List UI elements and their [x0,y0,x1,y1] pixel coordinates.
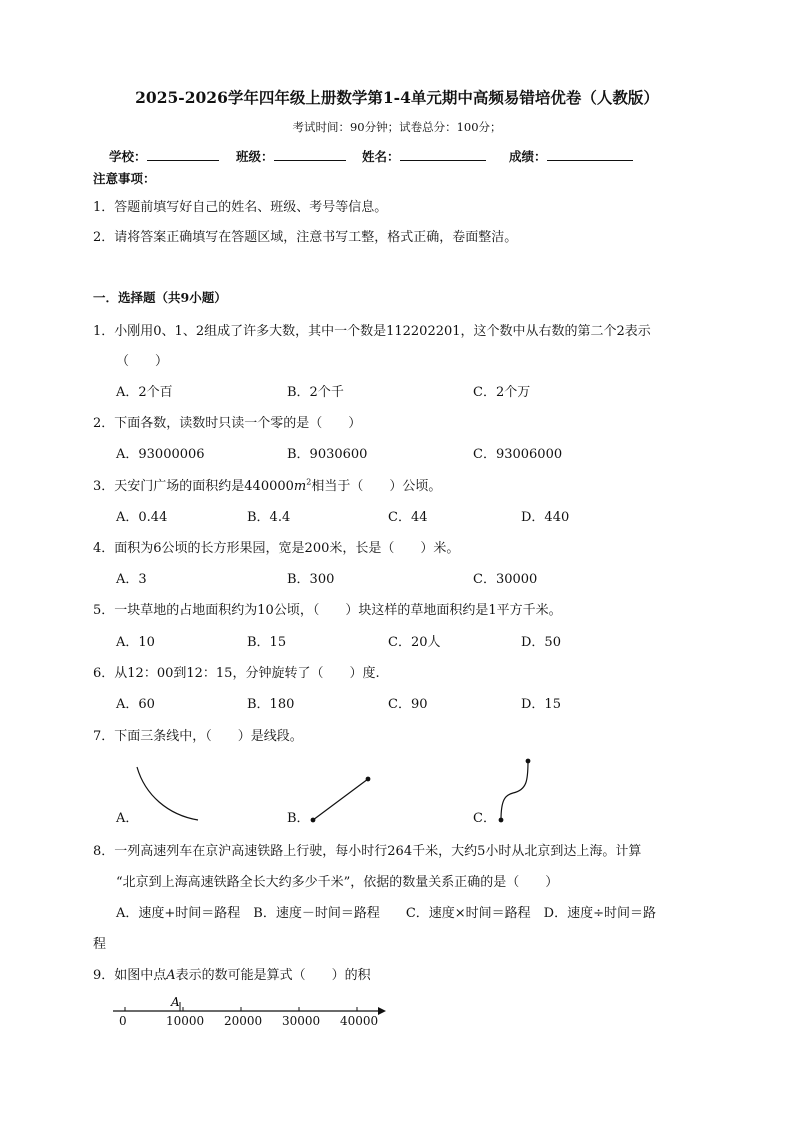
note-item: 1．答题前填写好自己的姓名、班级、考号等信息。 [93,200,388,215]
q4-option-c[interactable]: C．30000 [473,572,538,587]
q9-text-a: 9．如图中点 [93,968,167,983]
info-score-label: 成绩： [509,149,547,164]
question-7: 7．下面三条线中，（ ）是线段。 [93,729,303,744]
q7-option-b[interactable]: B． [287,811,310,826]
question-8-cont: “北京到上海高速铁路全长大约多少千米”，依据的数量关系正确的是（ ） [116,875,559,890]
info-class-label: 班级： [236,149,274,164]
axis-label-40000: 40000 [340,1014,379,1028]
axis-label-0: 0 [119,1014,127,1028]
q1-option-c[interactable]: C．2个万 [473,385,531,400]
q3-unit: m [293,479,307,494]
q5-option-c[interactable]: C．20人 [388,635,441,650]
question-1: 1．小刚用0、1、2组成了许多大数，其中一个数是112202201，这个数中从右数的第二个2表示 [93,324,651,339]
q5-option-b[interactable]: B．15 [247,635,287,650]
info-name-label: 姓名： [362,149,400,164]
q6-option-c[interactable]: C．90 [388,697,428,712]
q9-text-b: 表示的数可能是算式（ ）的积 [175,968,371,983]
notes-heading: 注意事项： [93,171,156,186]
q6-option-b[interactable]: B．180 [247,697,295,712]
q3-option-c[interactable]: C．44 [388,510,428,525]
q6-option-a[interactable]: A．60 [116,697,155,712]
q3-text-b: 相当于（ ）公顷。 [311,479,442,494]
question-5: 5．一块草地的占地面积约为10公顷，（ ）块这样的草地面积约是1平方千米。 [93,603,562,618]
q3-option-d[interactable]: D．440 [521,510,570,525]
question-8: 8．一列高速列车在京沪高速铁路上行驶，每小时行264千米，大约5小时从北京到达上海。计算 [93,844,642,859]
q7-option-c[interactable]: C． [473,811,496,826]
q6-option-d[interactable]: D．15 [521,697,561,712]
q8-options-wrap: 程 [93,937,107,952]
axis-label-10000: 10000 [166,1014,205,1028]
number-line-arrow [378,1007,386,1015]
q4-option-b[interactable]: B．300 [287,572,335,587]
exam-info: 考试时间：90分钟；试卷总分：100分； [292,120,502,134]
question-2: 2．下面各数，读数时只读一个零的是（ ） [93,416,362,431]
q4-option-a[interactable]: A．3 [116,572,147,587]
q2-option-b[interactable]: B．9030600 [287,447,368,462]
q3-option-b[interactable]: B．4.4 [247,510,291,525]
q8-options[interactable]: A．速度+时间＝路程 B．速度－时间＝路程 C．速度×时间＝路程 D．速度÷时间＝路 [116,906,656,921]
q5-option-a[interactable]: A．10 [116,635,155,650]
number-line-point-label: A [171,995,180,1009]
q2-option-c[interactable]: C．93006000 [473,447,563,462]
question-1-blank: （ ） [116,354,169,369]
q3-text-a: 3．天安门广场的面积约是440000 [93,479,294,494]
q1-option-a[interactable]: A．2个百 [116,385,173,400]
question-4: 4．面积为6公顷的长方形果园，宽是200米，长是（ ）米。 [93,541,460,556]
axis-label-20000: 20000 [224,1014,263,1028]
q7-option-a[interactable]: A． [116,811,139,826]
q1-option-b[interactable]: B．2个千 [287,385,344,400]
page-title: 2025-2026学年四年级上册数学第1-4单元期中高频易错培优卷（人教版） [135,88,659,107]
note-item: 2．请将答案正确填写在答题区域，注意书写工整，格式正确，卷面整洁。 [93,230,518,245]
q2-option-a[interactable]: A．93000006 [116,447,205,462]
info-school-label: 学校： [109,149,147,164]
question-6: 6．从12：00到12：15，分钟旋转了（ ）度. [93,666,380,681]
axis-label-30000: 30000 [282,1014,321,1028]
section-heading: 一．选择题（共9小题） [93,290,227,305]
q3-option-a[interactable]: A．0.44 [116,510,168,525]
q3-unit-sup: 2 [306,477,312,487]
q5-option-d[interactable]: D．50 [521,635,561,650]
q9-point: A [166,968,176,983]
